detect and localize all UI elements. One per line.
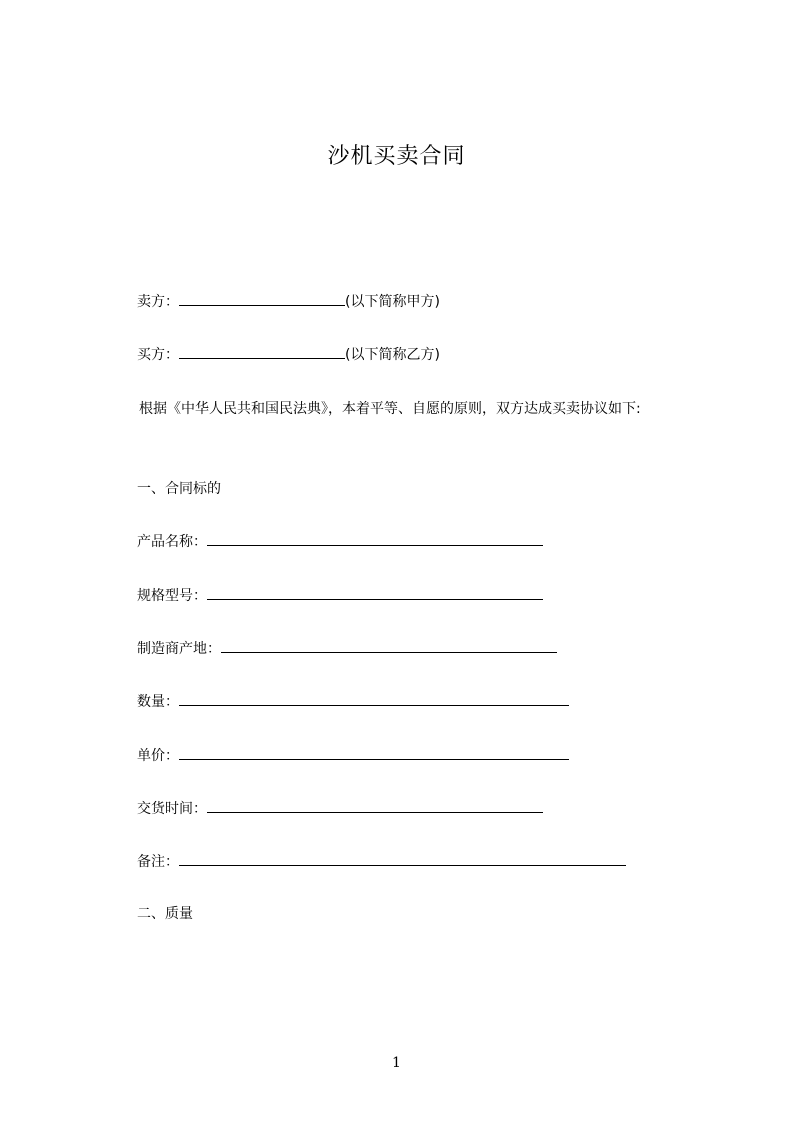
buyer-label: 买方： — [137, 347, 179, 363]
seller-suffix: (以下简称甲方) — [345, 294, 440, 310]
buyer-suffix: (以下简称乙方) — [345, 347, 440, 363]
intro-paragraph: 根据《中华人民共和国民法典》，本着平等、自愿的原则，双方达成买卖协议如下: — [139, 401, 641, 417]
section-2-heading: 二、质量 — [137, 906, 193, 922]
unit-price-label: 单价： — [137, 748, 179, 764]
delivery-time-label: 交货时间： — [137, 801, 207, 817]
document-title: 沙机买卖合同 — [327, 144, 466, 169]
field-unit-price — [137, 745, 569, 766]
spec-model-blank[interactable] — [207, 585, 543, 600]
delivery-time-blank[interactable] — [207, 798, 543, 813]
field-spec-model — [137, 585, 543, 606]
manufacturer-origin-label: 制造商产地： — [137, 641, 221, 657]
field-quantity — [137, 691, 569, 712]
buyer-blank[interactable] — [179, 344, 345, 359]
remarks-label: 备注： — [137, 854, 179, 870]
quantity-label: 数量： — [137, 694, 179, 710]
unit-price-blank[interactable] — [179, 745, 569, 760]
page-number: 1 — [392, 1055, 401, 1071]
buyer-line — [137, 344, 440, 365]
seller-line — [137, 291, 440, 312]
seller-label: 卖方： — [137, 294, 179, 310]
product-name-label: 产品名称： — [137, 534, 207, 550]
field-manufacturer-origin — [137, 638, 557, 659]
field-product-name — [137, 531, 543, 552]
section-1-heading: 一、合同标的 — [137, 481, 221, 497]
field-delivery-time — [137, 798, 543, 819]
manufacturer-origin-blank[interactable] — [221, 638, 557, 653]
spec-model-label: 规格型号： — [137, 588, 207, 604]
product-name-blank[interactable] — [207, 531, 543, 546]
remarks-blank[interactable] — [179, 851, 626, 866]
field-remarks — [137, 851, 626, 872]
quantity-blank[interactable] — [179, 691, 569, 706]
seller-blank[interactable] — [179, 291, 345, 306]
